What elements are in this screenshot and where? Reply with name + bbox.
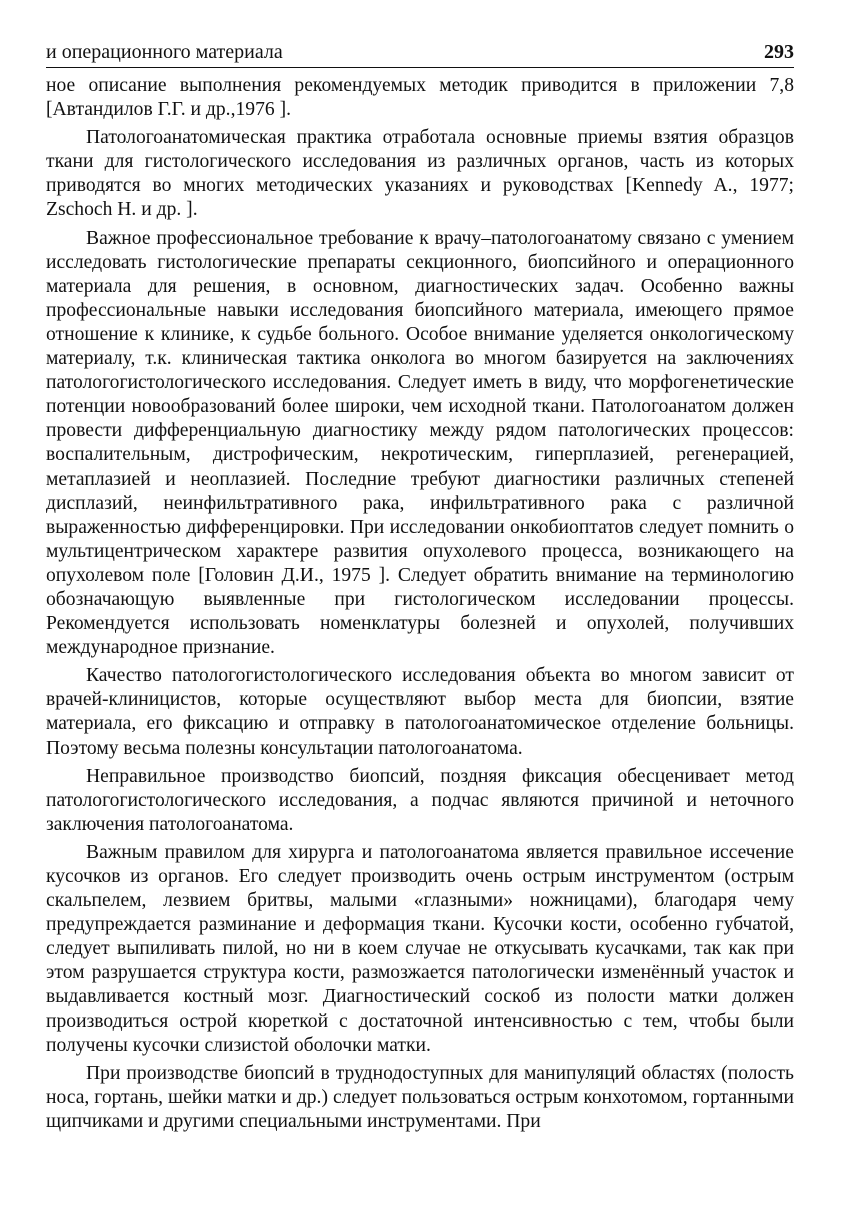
page-number: 293 (764, 41, 794, 63)
paragraph: При производстве биопсий в труднодоступных для манипуляций областях (полость носа, гортань, шейки матки и др.) следует пользоваться острым конхотомом, гортанными щипчиками и другими специальными инструментами. При (46, 1062, 794, 1132)
paragraph: ное описание выполнения рекомендуемых методик приводится в приложении 7,8 [Автандилов Г.Г. и др.,1976 ]. (46, 75, 794, 121)
body-text (46, 74, 794, 1134)
paragraph: Патологоанатомическая практика отработала основные приемы взятия образцов ткани для гистологического исследования из различных органов, часть из которых приводятся во многих методических указаниях и руководствах [Kennedy A., 1977; Zschoch H. и др. ]. (46, 127, 794, 221)
paragraph: Важное профессиональное требование к врачу–патологоанатому связано с умением исследовать гистологические препараты секционного, биопсийного и операционного материала для решения, в основном, диагностических задач. Особенно важны профессиональные навыки исследования биопсийного материала, имеющего прямое отношение к клинике, к судьбе больного. Особое внимание уделяется онкологическому материалу, т.к. клиническая тактика онколога во многом базируется на заключениях патологогистологического исследования. Следует иметь в виду, что морфогенетические потенции новообразований более широки, чем исходной ткани. Патологоанатом должен провести дифференциальную диагностику между рядом патологических процессов: воспалительным, дистрофическим, некротическим, гиперплазией, регенерацией, метаплазией и неоплазией. Последние требуют диагностики различных степеней дисплазий, неинфильтративного рака, инфильтративного рака с различной выраженностью дифференцировки. При исследовании онкобиоптатов следует помнить о мультицентрическом характере развития опухолевого процесса, возникающего на опухолевом поле [Головин Д.И., 1975 ]. Следует обратить внимание на терминологию обозначающую выявленные при гистологическом исследовании процессы. Рекомендуется использовать номенклатуры болезней и опухолей, получивших международное признание. (46, 227, 794, 659)
paragraph: Качество патологогистологического исследования объекта во многом зависит от врачей-клиницистов, которые осуществляют выбор места для биопсии, взятие материала, его фиксацию и отправку в патологоанатомическое отделение больницы. Поэтому весьма полезны консультации патологоанатома. (46, 665, 794, 759)
paragraph: Важным правилом для хирурга и патологоанатома является правильное иссечение кусочков из органов. Его следует производить очень острым инструментом (острым скальпелем, лезвием бритвы, малыми «глазными» ножницами), благодаря чему предупреждается разминание и деформация ткани. Кусочки кости, особенно губчатой, следует выпиливать пилой, но ни в коем случае не откусывать кусачками, так как при этом разрушается структура кости, размозжается патологически изменённый участок и выдавливается костный мозг. Диагностический соскоб из полости матки должен производиться острой кюреткой с достаточной интенсивностью с тем, чтобы были получены кусочки слизистой оболочки матки. (46, 841, 794, 1056)
book-page (46, 40, 794, 1138)
paragraph: Неправильное производство биопсий, поздняя фиксация обесценивает метод патологогистологического исследования, а подчас являются причиной и неточного заключения патологоанатома. (46, 765, 794, 835)
running-header (46, 40, 794, 68)
running-title: и операционного материала (46, 41, 283, 63)
